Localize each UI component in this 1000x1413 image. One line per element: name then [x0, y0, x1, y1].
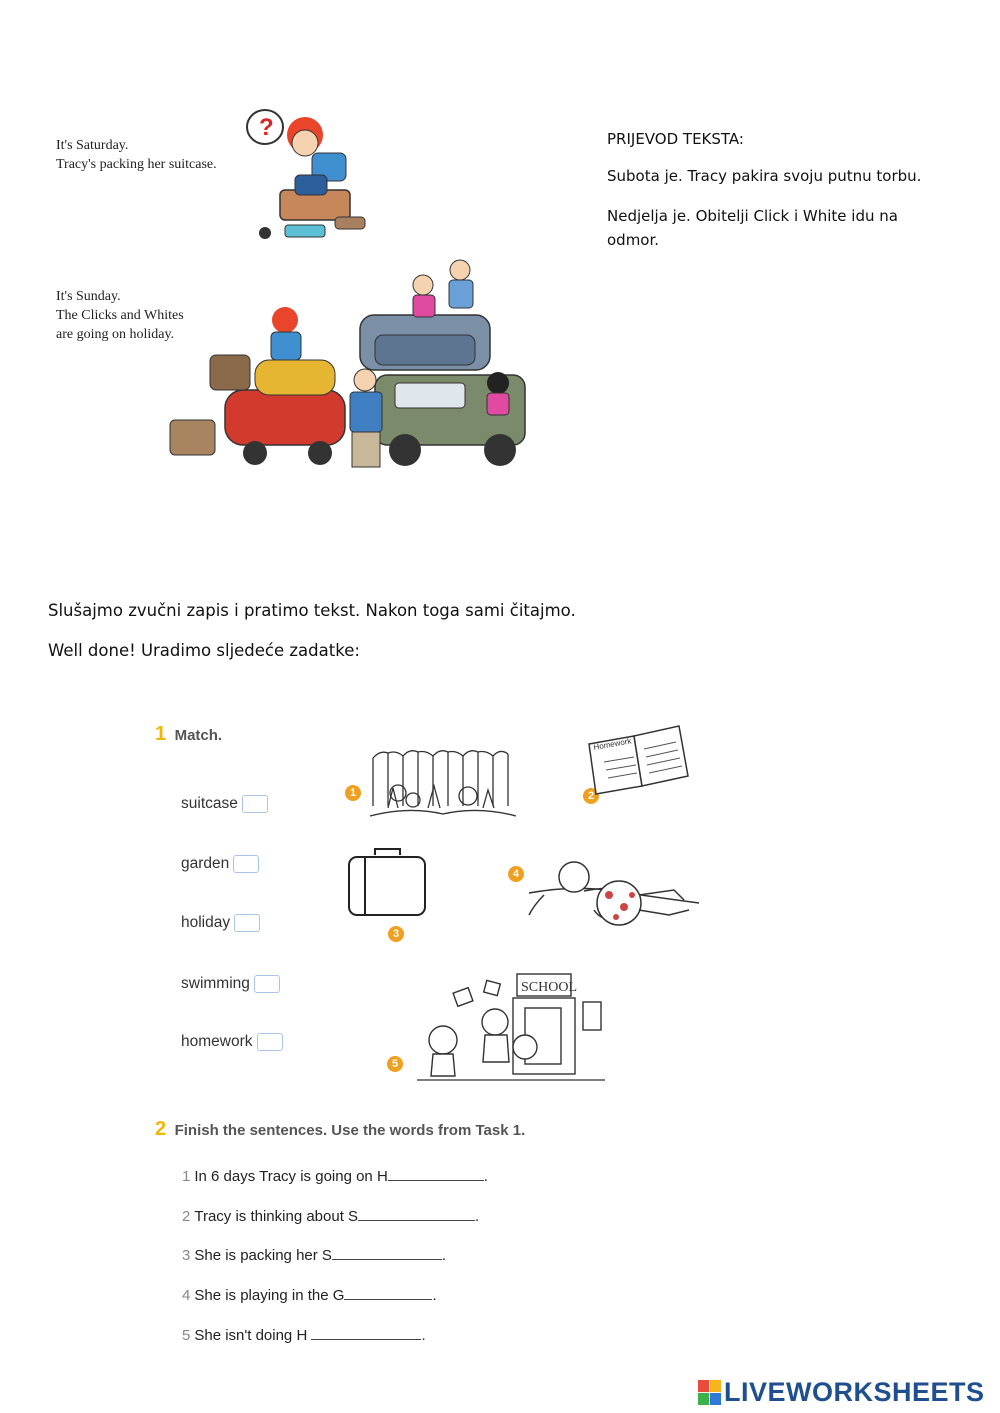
homework-book-picture [584, 724, 694, 796]
match-row-garden [181, 855, 259, 873]
sentence-4: 4 She is playing in the G . [182, 1287, 437, 1304]
story-saturday-line2: Tracy's packing her suitcase. [56, 157, 217, 172]
sentence-1-blank[interactable] [388, 1166, 484, 1181]
task2-number: 2 [155, 1118, 167, 1140]
task2-title: Finish the sentences. Use the words from Task 1. [174, 1122, 526, 1139]
match-word-holiday: holiday [181, 914, 231, 932]
sentence-5-blank[interactable] [311, 1325, 421, 1340]
picture-number-5: 5 [387, 1056, 403, 1072]
match-word-suitcase: suitcase [181, 795, 238, 813]
sentence-3-text: She is packing her S [194, 1247, 332, 1264]
match-row-homework [181, 1033, 283, 1051]
sentence-3-blank[interactable] [332, 1245, 442, 1260]
sentence-2-number: 2 [182, 1208, 191, 1225]
story-saturday-line1: It's Saturday. [56, 138, 129, 153]
task1-header [155, 723, 222, 746]
match-row-holiday [181, 914, 260, 932]
liveworksheets-logo[interactable] [698, 1377, 985, 1408]
svg-text:?: ? [259, 114, 274, 141]
story-sunday-line1: It's Sunday. [56, 289, 121, 304]
sentence-4-number: 4 [182, 1287, 191, 1304]
translation-para2-line2: odmor. [607, 231, 660, 249]
task1-title: Match. [174, 727, 223, 744]
sentence-5-number: 5 [182, 1327, 191, 1344]
sentence-4-blank[interactable] [344, 1285, 432, 1300]
answer-box-holiday[interactable] [234, 914, 260, 932]
sentence-1-number: 1 [182, 1168, 191, 1185]
match-row-swimming [181, 975, 280, 993]
picture-number-2: 2 [583, 788, 599, 804]
sentence-2: 2 Tracy is thinking about S . [182, 1208, 480, 1225]
sentence-2-blank[interactable] [358, 1206, 475, 1221]
sentence-5-text: She isn't doing H [194, 1327, 308, 1344]
sentence-3: 3 She is packing her S . [182, 1247, 447, 1264]
match-word-swimming: swimming [181, 975, 250, 993]
sentence-1: 1 In 6 days Tracy is going on H . [182, 1168, 488, 1185]
task1-number: 1 [155, 723, 167, 745]
sentence-5: 5 She isn't doing H . [182, 1327, 426, 1344]
tracy-packing-illustration [240, 105, 390, 255]
answer-box-suitcase[interactable] [242, 795, 268, 813]
families-cars-illustration [165, 255, 540, 470]
sentence-1-text: In 6 days Tracy is going on H [194, 1168, 388, 1185]
sentence-4-text: She is playing in the G [194, 1287, 345, 1304]
story-saturday [56, 136, 217, 174]
translation-heading: PRIJEVOD TEKSTA: [607, 130, 744, 148]
translation-para2-line1: Nedjelja je. Obitelji Click i White idu na [607, 207, 898, 225]
book-label: Homework [592, 736, 633, 752]
picture-number-4: 4 [508, 866, 524, 882]
swimming-picture [524, 855, 704, 937]
story-sunday-line2: The Clicks and Whites [56, 308, 184, 323]
logo-text: LIVEWORKSHEETS [724, 1377, 985, 1407]
translation-para1: Subota je. Tracy pakira svoju putnu torbu. [607, 167, 922, 185]
match-row-suitcase [181, 795, 268, 813]
school-holiday-picture [415, 972, 607, 1084]
picture-number-1: 1 [345, 785, 361, 801]
story-sunday-line3: are going on holiday. [56, 327, 175, 342]
match-word-homework: homework [181, 1033, 253, 1051]
task2-header [155, 1118, 525, 1141]
answer-box-homework[interactable] [257, 1033, 283, 1051]
answer-box-swimming[interactable] [254, 975, 280, 993]
suitcase-picture [345, 845, 430, 920]
logo-badge-icon [698, 1380, 722, 1406]
match-word-garden: garden [181, 855, 230, 873]
well-done-instruction: Well done! Uradimo sljedeće zadatke: [48, 641, 360, 660]
sentence-3-number: 3 [182, 1247, 191, 1264]
sentence-2-text: Tracy is thinking about S [194, 1208, 359, 1225]
picture-number-3: 3 [388, 926, 404, 942]
listen-instruction: Slušajmo zvučni zapis i pratimo tekst. Nakon toga sami čitajmo. [48, 601, 576, 620]
answer-box-garden[interactable] [233, 855, 259, 873]
translation-block [607, 130, 937, 252]
school-sign: SCHOOL [521, 980, 578, 995]
garden-picture [368, 748, 518, 820]
